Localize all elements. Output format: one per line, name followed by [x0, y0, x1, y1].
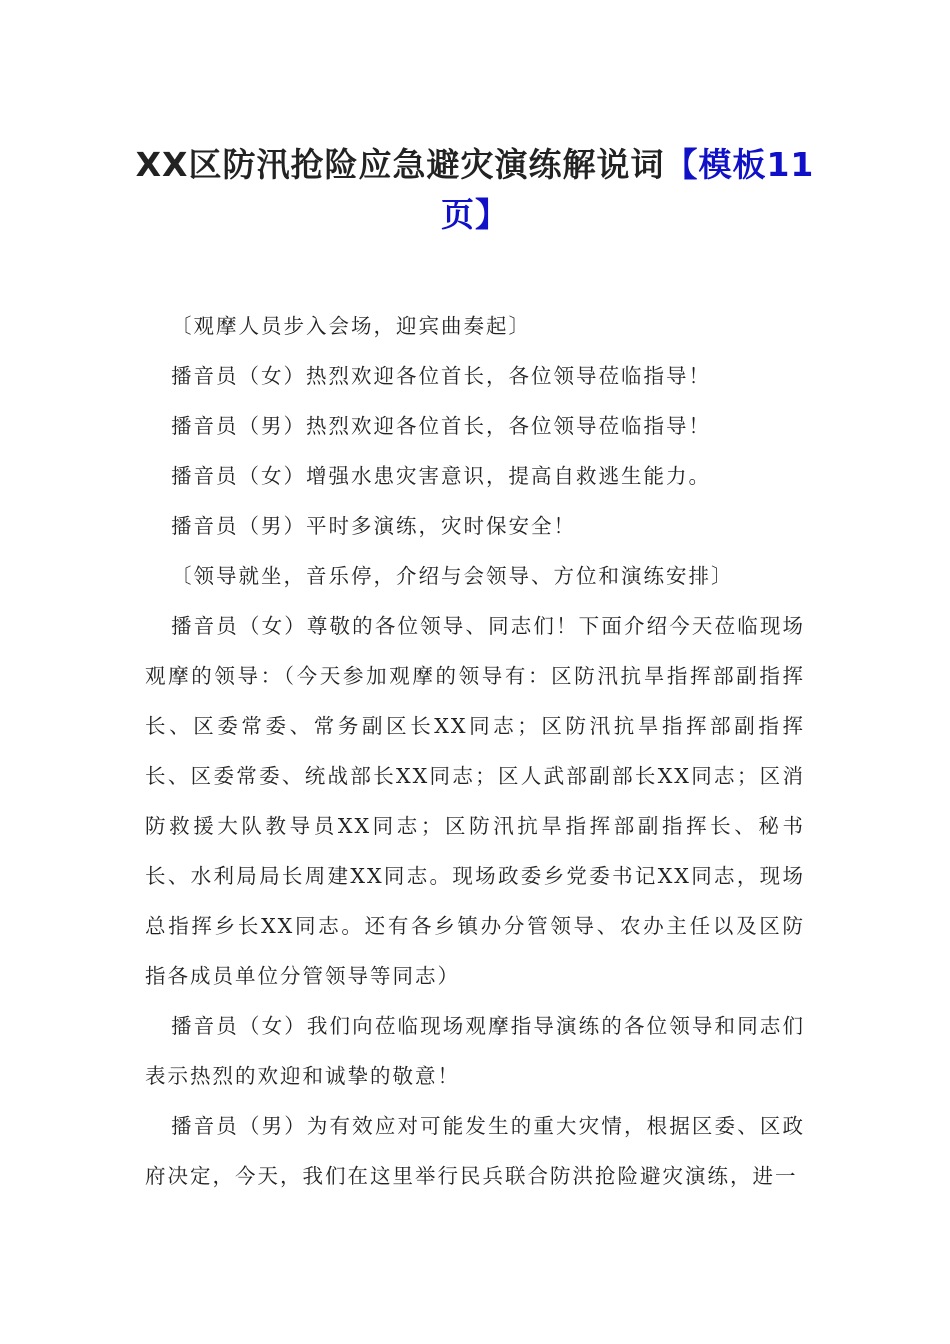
title-accent: 【模板11页】	[441, 145, 815, 234]
document-title	[120, 140, 830, 240]
paragraph-stage-direction-2: 〔领导就坐，音乐停，介绍与会领导、方位和演练安排〕	[171, 564, 734, 588]
paragraph-6: 播音员（女）我们向莅临现场观摩指导演练的各位领导和同志们表示热烈的欢迎和诚挚的敬意！	[145, 1014, 805, 1088]
paragraph-stage-direction-1: 〔观摩人员步入会场，迎宾曲奏起〕	[171, 314, 531, 338]
document-body	[145, 301, 805, 1201]
title-main: XX区防汛抢险应急避灾演练解说词	[135, 145, 665, 184]
paragraph-2: 播音员（男）热烈欢迎各位首长，各位领导莅临指导！	[171, 414, 711, 438]
paragraph-1: 播音员（女）热烈欢迎各位首长，各位领导莅临指导！	[171, 364, 711, 388]
paragraph-4: 播音员（男）平时多演练，灾时保安全！	[171, 514, 576, 538]
paragraph-3: 播音员（女）增强水患灾害意识，提高自救逃生能力。	[171, 464, 711, 488]
paragraph-7: 播音员（男）为有效应对可能发生的重大灾情，根据区委、区政府决定，今天，我们在这里举行民兵联合防洪抢险避灾演练，进一	[145, 1114, 805, 1188]
paragraph-5: 播音员（女）尊敬的各位领导、同志们！下面介绍今天莅临现场观摩的领导：（今天参加观摩的领导有：区防汛抗旱指挥部副指挥长、区委常委、常务副区长XX同志；区防汛抗旱指挥部副指挥长、区委常委、统战部长XX同志；区人武部副部长XX同志；区消防救援大队教导员XX同志；区防汛抗旱指挥部副指挥长、秘书长、水利局局长周建XX同志。现场政委乡党委书记XX同志，现场总指挥乡长XX同志。还有各乡镇办分管领导、农办主任以及区防指各成员单位分管领导等同志）	[145, 614, 805, 988]
